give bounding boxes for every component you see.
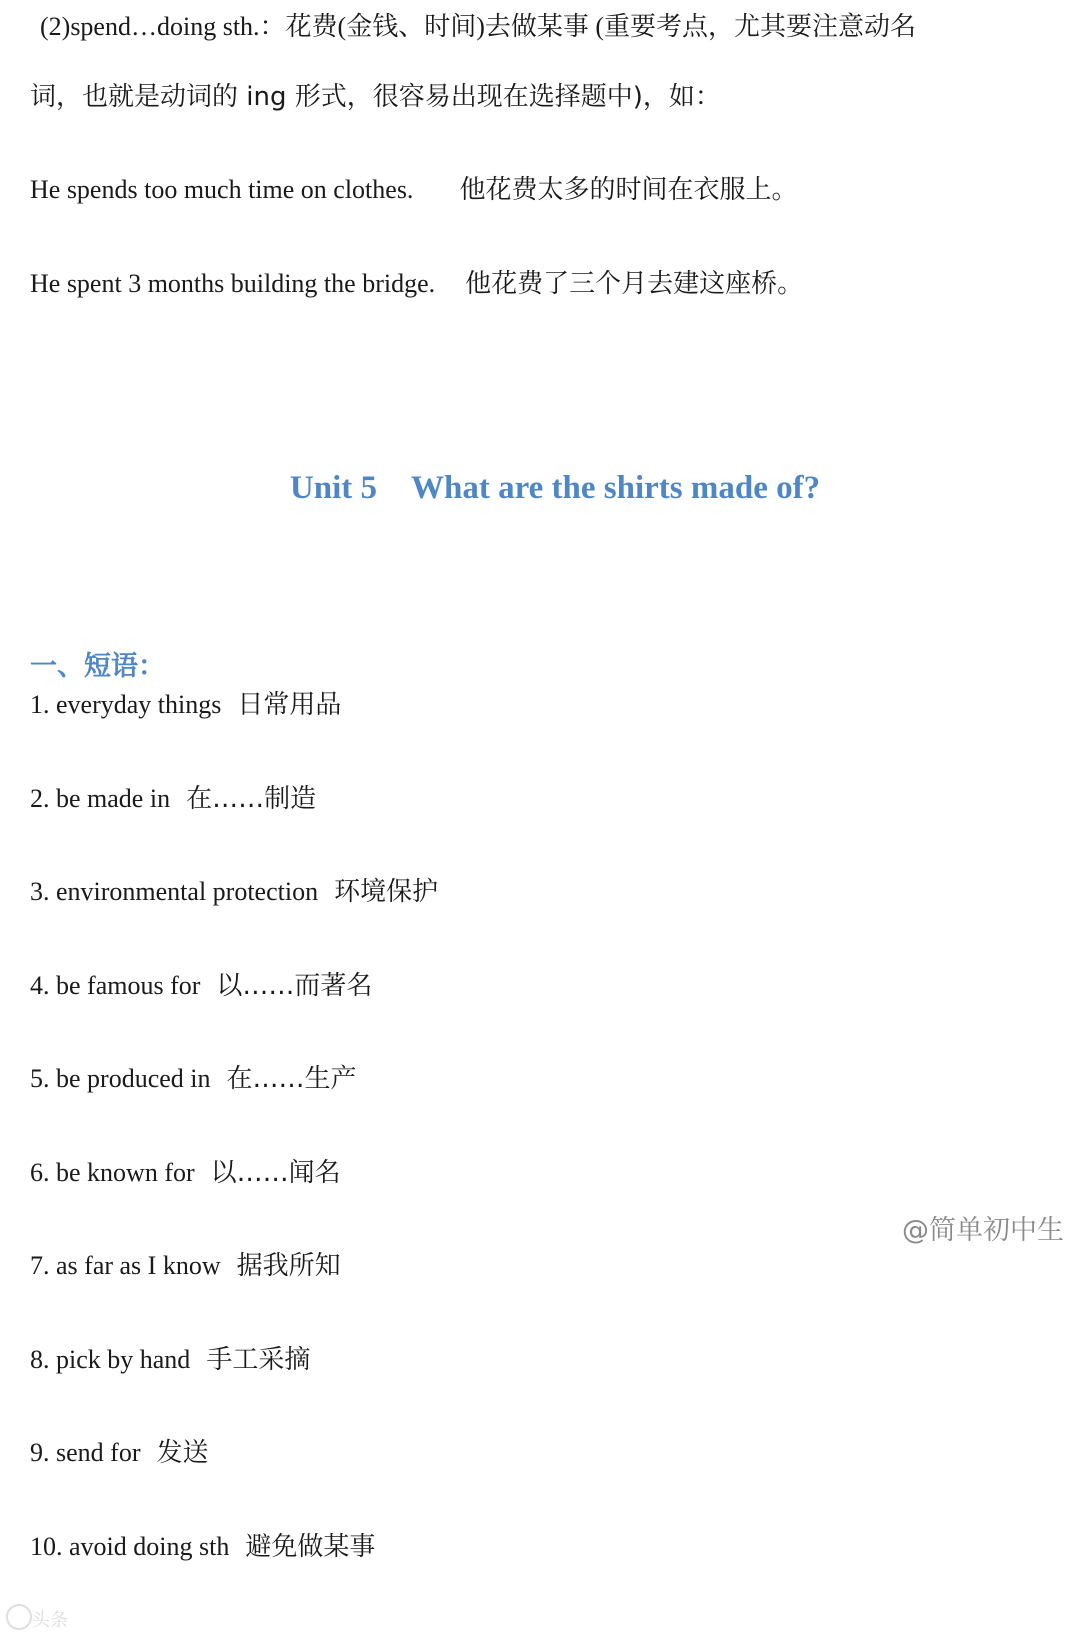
example-sentence-2	[30, 267, 803, 301]
phrase-en: 7. as far as I know	[30, 1251, 221, 1280]
intro-text-1: (2)spend…doing sth.：花费(金钱、时间)去做某事 (重要考点，尤其要注意动名	[40, 12, 917, 41]
example-cn: 他花费了三个月去建这座桥。	[465, 269, 804, 299]
example-en: He spent 3 months building the bridge.	[30, 269, 436, 298]
phrase-item	[30, 1249, 341, 1283]
phrase-item	[30, 782, 316, 816]
phrase-item	[30, 1436, 209, 1470]
phrase-item	[30, 1343, 310, 1377]
phrase-cn: 以……而著名	[216, 971, 373, 1001]
phrase-cn: 据我所知	[236, 1251, 341, 1281]
logo-icon	[6, 1604, 32, 1630]
phrase-item	[30, 688, 341, 722]
phrase-cn: 避免做某事	[245, 1532, 376, 1562]
phrase-en: 5. be produced in	[30, 1064, 211, 1093]
phrase-en: 2. be made in	[30, 784, 171, 813]
intro-line-1	[40, 10, 916, 44]
phrase-en: 1. everyday things	[30, 690, 222, 719]
section-heading: 一、短语：	[30, 651, 165, 682]
unit-title	[0, 470, 1080, 507]
intro-text-2: 词，也就是动词的 ing 形式，很容易出现在选择题中)，如：	[30, 82, 721, 112]
phrase-cn: 手工采摘	[206, 1345, 311, 1375]
example-en: He spends too much time on clothes.	[30, 175, 414, 204]
watermark-text: @简单初中生	[902, 1215, 1064, 1246]
phrase-en: 3. environmental protection	[30, 877, 319, 906]
phrase-item	[30, 1156, 341, 1190]
phrase-item	[30, 1062, 357, 1096]
phrase-item	[30, 875, 438, 909]
phrase-cn: 在……生产	[226, 1064, 357, 1094]
phrase-cn: 以……闻名	[210, 1158, 341, 1188]
corner-watermark: 头条	[32, 1610, 68, 1631]
phrase-en: 9. send for	[30, 1438, 141, 1467]
phrase-en: 4. be famous for	[30, 971, 201, 1000]
phrase-item	[30, 969, 372, 1003]
phrase-cn: 环境保护	[334, 877, 439, 907]
example-sentence-1	[30, 173, 797, 207]
phrase-cn: 发送	[156, 1438, 209, 1468]
intro-line-2	[30, 80, 721, 114]
unit-number: Unit 5	[289, 470, 377, 506]
phrase-en: 6. be known for	[30, 1158, 195, 1187]
phrase-cn: 在……制造	[186, 784, 317, 814]
example-cn: 他花费太多的时间在衣服上。	[459, 175, 798, 205]
phrase-en: 10. avoid doing sth	[30, 1532, 230, 1561]
unit-name: What are the shirts made of?	[410, 470, 821, 506]
phrase-cn: 日常用品	[237, 690, 342, 720]
phrase-item	[30, 1530, 375, 1564]
phrase-en: 8. pick by hand	[30, 1345, 191, 1374]
